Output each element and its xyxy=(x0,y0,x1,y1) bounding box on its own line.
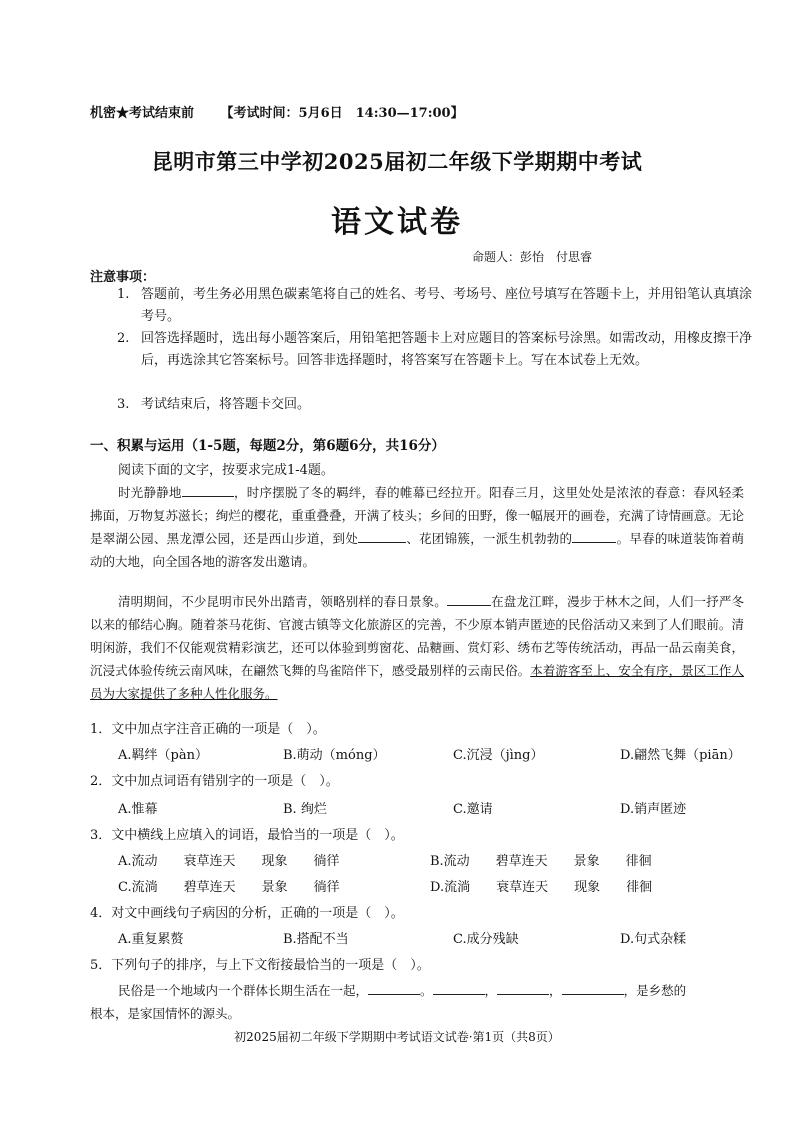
notice-item-text: 回答选择题时，选出每小题答案后，用铅笔把答题卡上对应题目的答案标号涂黑。如需改动，用橡皮擦干净后，再选涂其它答案标号。回答非选择题时，将答案写在答题卡上。写在本试卷上无效。 xyxy=(141,331,753,368)
option-a: A.流动 衰草连天 现象 徜徉 xyxy=(118,854,340,869)
question-2-stem: 2．文中加点词语有错别字的一项是（ ）。 xyxy=(90,774,339,789)
notice-item-text: 答题前，考生务必用黑色碳素笔将自己的姓名、考号、考场号、座位号填写在答题卡上，并用铅笔认真填涂考号。 xyxy=(141,287,753,324)
reading-instruction: 阅读下面的文字，按要求完成1-4题。 xyxy=(118,463,334,478)
notice-item-text: 考试结束后，将答题卡交回。 xyxy=(141,397,311,412)
notice-heading: 注意事项： xyxy=(90,270,156,285)
option-d: D.翩然飞舞（piān） xyxy=(620,748,741,763)
question-1-stem: 1．文中加点字注音正确的一项是（ ）。 xyxy=(90,722,326,737)
passage-text: 时光静静地 xyxy=(118,485,182,500)
option-c: C.邀请 xyxy=(453,802,493,817)
school-title: 昆明市第三中学初2025届初二年级下学期期中考试 xyxy=(151,149,643,174)
context-text: 民俗是一个地域内一个群体长期生活在一起， xyxy=(118,983,369,998)
fill-blank xyxy=(572,528,616,543)
option-d: D.销声匿迹 xyxy=(620,802,687,817)
question-3-stem: 3．文中横线上应填入的词语，最恰当的一项是（ ）。 xyxy=(90,828,404,843)
passage-text: 、花团锦簇，一派生机勃勃的 xyxy=(406,531,573,546)
underlined-sentence: 本着游客至上、安全有序，景区工作人员为大家提供了多种人性化服务。 xyxy=(90,663,744,701)
option-c: C.流淌 碧草连天 景象 徜徉 xyxy=(118,880,340,895)
passage-text: 。早春的味道装饰着萌动的大地，向全国各地的游客发出邀请。 xyxy=(90,531,744,569)
fill-blank xyxy=(562,980,624,995)
notice-item-number: 2. xyxy=(117,331,130,346)
exam-title: 语文试卷 xyxy=(331,205,463,240)
option-b: B.搭配不当 xyxy=(283,932,349,947)
authors: 命题人：彭怡 付思睿 xyxy=(472,250,593,264)
option-b: B.流动 碧草连天 景象 徘徊 xyxy=(430,854,652,869)
exam-time: 【考试时间：5月6日 14:30—17:00】 xyxy=(220,106,464,121)
fill-blank xyxy=(497,980,549,995)
fill-blank xyxy=(182,482,234,497)
question-5-context-line-2: 根本，是家国情怀的源头。 xyxy=(90,1006,241,1021)
question-5-stem: 5．下列句子的排序，与上下文衔接最恰当的一项是（ ）。 xyxy=(90,958,430,973)
option-c: C.沉浸（jìng） xyxy=(453,748,544,763)
passage-paragraph-2 xyxy=(90,590,744,705)
option-a: A.惟幕 xyxy=(118,802,158,817)
context-text: 。 xyxy=(420,983,433,998)
notice-item-number: 1. xyxy=(117,287,130,302)
notice-item xyxy=(117,328,757,372)
passage-text: 清明期间，不少昆明市民外出踏青，领略别样的春日景象。 xyxy=(118,594,447,609)
passage-text: ，时序摆脱了冬的羁绊，春的帷幕已经拉开。阳春三月，这里处处是浓浓的春意：春风轻柔拂面，万物复苏滋长；绚烂的樱花，重重叠叠，开满了枝头；乡间的田野，像一幅展开的画卷，充满了诗情画意。无论是翠湖公园、黑龙潭公园，还是西山步道，到处 xyxy=(90,485,744,546)
context-text: ， xyxy=(549,983,562,998)
passage-text: 在盘龙江畔，漫步于林木之间，人们一抒严冬以来的郁结心胸。随着茶马花街、官渡古镇等文化旅游区的完善，不少原本销声匿迹的民俗活动又来到了人们眼前。清明闲游，我们不仅能观赏精彩演艺，还可以体验到剪窗花、品糖画、赏灯彩、绣布艺等传统活动，再品一品云南美食，沉浸式体验传统云南风味，在翩然飞舞的鸟雀陪伴下，感受最别样的云南民俗。 xyxy=(90,594,744,678)
notice-item xyxy=(117,394,757,416)
question-4-stem: 4．对文中画线句子病因的分析，正确的一项是（ ）。 xyxy=(90,906,404,921)
page-footer: 初2025届初二年级下学期期中考试语文试卷·第1页（共8页） xyxy=(234,1030,560,1044)
option-a: A.羁绊（pàn） xyxy=(118,748,208,763)
header-line xyxy=(90,102,464,121)
context-text: ， xyxy=(484,983,498,998)
option-c: C.成分残缺 xyxy=(453,932,519,947)
passage-paragraph-1 xyxy=(90,481,744,573)
fill-blank xyxy=(368,980,420,995)
option-d: D.流淌 衰草连天 现象 徘徊 xyxy=(430,880,653,895)
option-a: A.重复累赘 xyxy=(118,932,184,947)
context-text: ，是乡愁的 xyxy=(623,983,687,998)
question-5-context-line xyxy=(118,980,686,999)
notice-item-number: 3. xyxy=(117,397,130,412)
secret-label: 机密★考试结束前 xyxy=(90,106,195,121)
option-b: B. 绚烂 xyxy=(283,802,327,817)
option-b: B.萌动（móng） xyxy=(283,748,386,763)
fill-blank xyxy=(447,591,491,606)
option-d: D.句式杂糅 xyxy=(620,932,687,947)
fill-blank xyxy=(358,528,406,543)
notice-item xyxy=(117,284,757,328)
section-heading: 一、积累与运用（1-5题，每题2分，第6题6分，共16分） xyxy=(90,438,445,454)
fill-blank xyxy=(433,980,485,995)
